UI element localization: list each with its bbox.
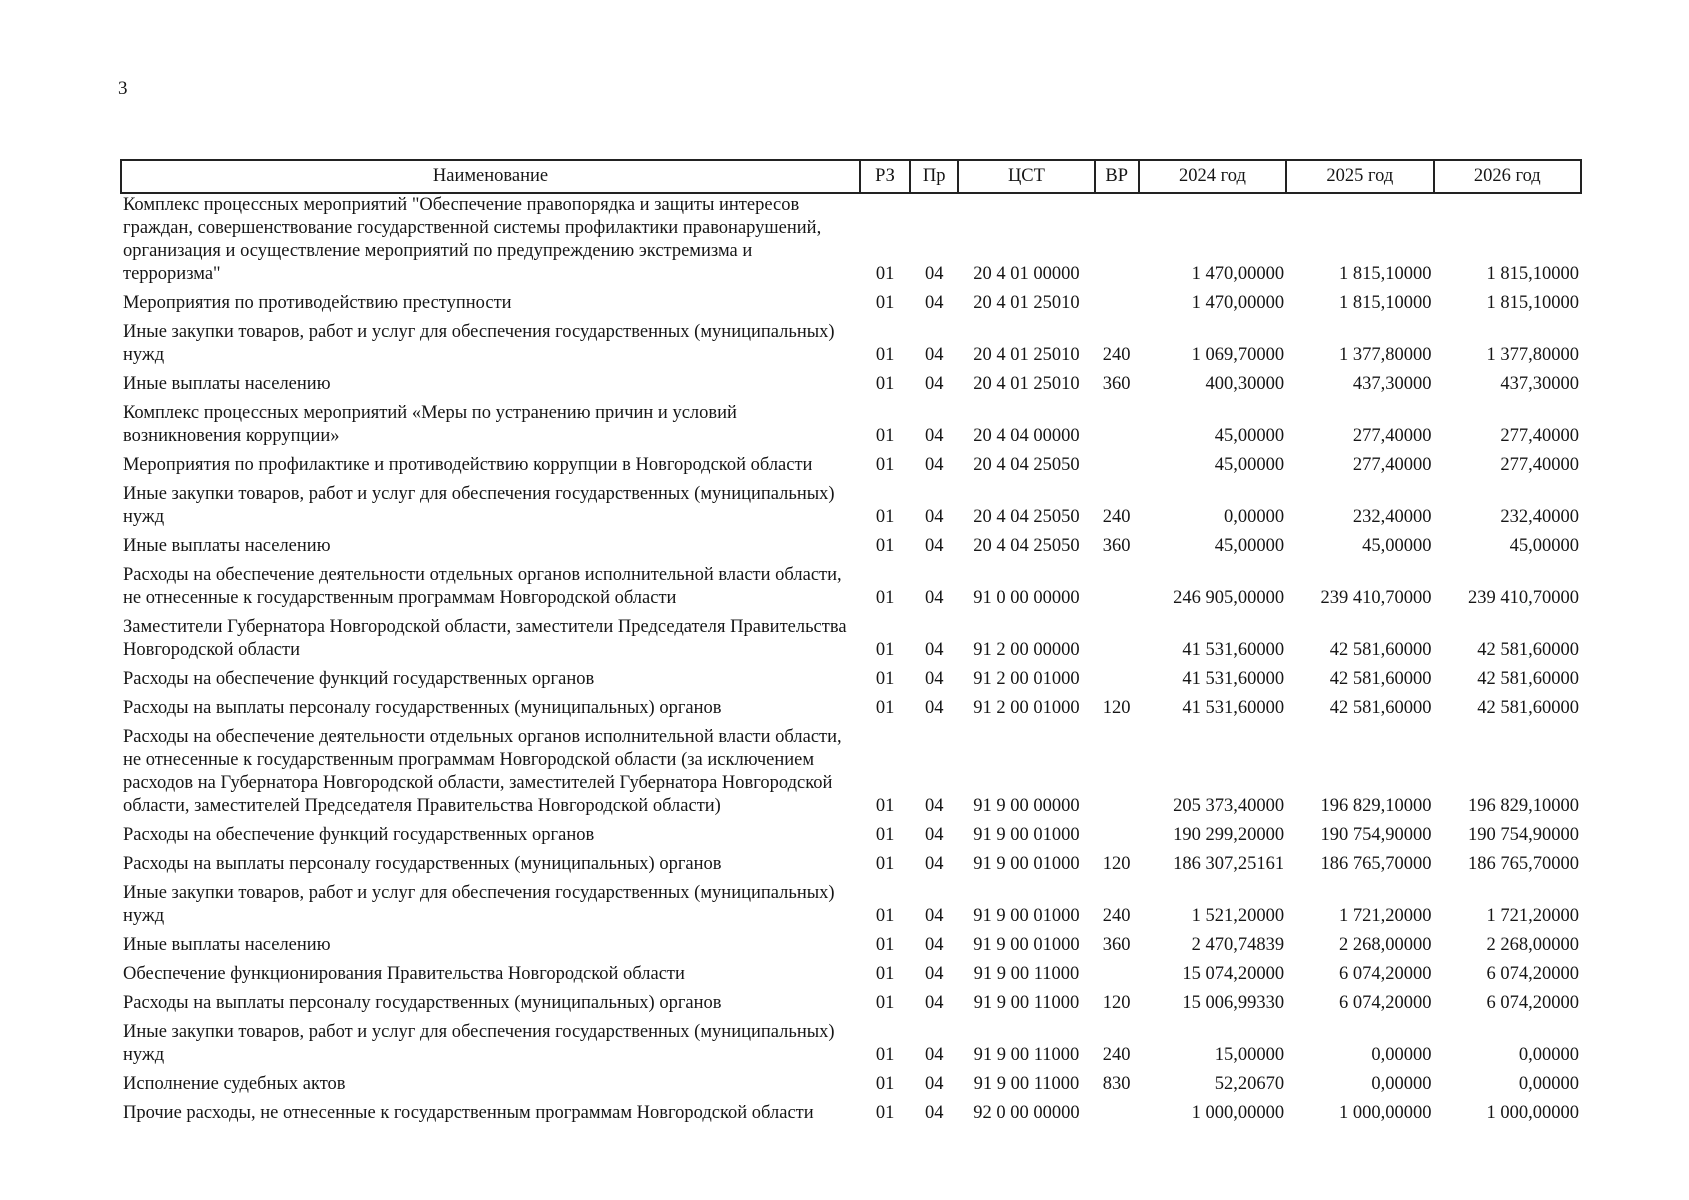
- header-2025: 2025 год: [1286, 160, 1433, 193]
- row-2024: 41 531,60000: [1182, 669, 1285, 689]
- row-2024: 1 470,00000: [1191, 293, 1285, 313]
- row-pr: 04: [924, 796, 944, 816]
- row-rz: 01: [875, 906, 895, 926]
- row-name: Расходы на выплаты персоналу государственных (муниципальных) органов: [123, 698, 722, 718]
- row-rz: 01: [875, 507, 895, 527]
- row-rz: 01: [875, 993, 895, 1013]
- row-2024: 246 905,00000: [1173, 588, 1285, 608]
- row-2026: 0,00000: [1518, 1074, 1579, 1094]
- row-vr: [1095, 824, 1139, 853]
- row-2024: 2 470,74839: [1191, 935, 1285, 955]
- row-cst: 20 4 01 25010: [973, 345, 1080, 365]
- table-row: [121, 726, 1581, 824]
- row-name: Иные закупки товаров, работ и услуг для обеспечения государственных (муниципальных) нужд: [123, 322, 835, 365]
- row-pr: 04: [924, 1045, 944, 1065]
- row-2025: 277,40000: [1352, 455, 1432, 475]
- row-2025: 1 377,80000: [1339, 345, 1432, 365]
- row-cst: 20 4 01 25010: [973, 374, 1080, 394]
- row-rz: 01: [875, 426, 895, 446]
- row-2025: 1 815,10000: [1339, 264, 1432, 284]
- row-name: Комплекс процессных мероприятий «Меры по устранению причин и условий возникновения коррупции»: [123, 403, 737, 446]
- row-vr: 120: [1102, 698, 1131, 718]
- row-cst: 91 0 00 00000: [973, 588, 1080, 608]
- row-pr: 04: [924, 507, 944, 527]
- row-2026: 277,40000: [1500, 455, 1579, 475]
- row-pr: 04: [924, 588, 944, 608]
- row-2026: 1 815,10000: [1486, 293, 1579, 313]
- row-2026: 437,30000: [1500, 374, 1579, 394]
- row-rz: 01: [875, 455, 895, 475]
- row-2026: 42 581,60000: [1477, 640, 1579, 660]
- row-pr: 04: [924, 964, 944, 984]
- table-body: [121, 193, 1581, 1131]
- row-name: Иные закупки товаров, работ и услуг для обеспечения государственных (муниципальных) нужд: [123, 1022, 835, 1065]
- row-2025: 1 721,20000: [1339, 906, 1432, 926]
- row-vr: [1095, 726, 1139, 824]
- row-cst: 91 9 00 01000: [973, 935, 1080, 955]
- header-row: [121, 160, 1581, 193]
- row-cst: 20 4 04 25050: [973, 536, 1080, 556]
- table-row: [121, 963, 1581, 992]
- row-name: Обеспечение функционирования Правительства Новгородской области: [123, 964, 685, 984]
- row-vr: 360: [1102, 374, 1131, 394]
- table-row: [121, 882, 1581, 934]
- row-rz: 01: [875, 1103, 895, 1123]
- row-cst: 20 4 04 25050: [973, 507, 1080, 527]
- header-name: Наименование: [121, 160, 860, 193]
- row-vr: [1095, 402, 1139, 454]
- table-row: [121, 402, 1581, 454]
- table-row: [121, 616, 1581, 668]
- row-2024: 41 531,60000: [1182, 640, 1285, 660]
- row-pr: 04: [924, 455, 944, 475]
- row-2025: 277,40000: [1352, 426, 1432, 446]
- row-cst: 20 4 04 25050: [973, 455, 1080, 475]
- row-2026: 196 829,10000: [1468, 796, 1579, 816]
- row-2026: 6 074,20000: [1486, 964, 1579, 984]
- table-header: [121, 160, 1581, 193]
- row-2024: 45,00000: [1214, 426, 1285, 446]
- table-row: [121, 1021, 1581, 1073]
- row-rz: 01: [875, 345, 895, 365]
- table-row: [121, 992, 1581, 1021]
- row-rz: 01: [875, 698, 895, 718]
- row-2024: 15 074,20000: [1182, 964, 1285, 984]
- row-2025: 2 268,00000: [1339, 935, 1432, 955]
- row-2025: 0,00000: [1371, 1045, 1432, 1065]
- row-rz: 01: [875, 293, 895, 313]
- table-row: [121, 853, 1581, 882]
- row-2025: 6 074,20000: [1339, 993, 1432, 1013]
- table-row: [121, 373, 1581, 402]
- row-pr: 04: [924, 669, 944, 689]
- row-2026: 42 581,60000: [1477, 698, 1579, 718]
- row-rz: 01: [875, 935, 895, 955]
- row-pr: 04: [924, 293, 944, 313]
- row-name: Комплекс процессных мероприятий "Обеспечение правопорядка и защиты интересов граждан, совершенствование государственной системы профилактики правонарушений, организация и осуществление мероприятий по предупреждению экстремизма и терроризма": [123, 195, 822, 284]
- row-pr: 04: [924, 1074, 944, 1094]
- row-cst: 91 2 00 00000: [973, 640, 1080, 660]
- row-cst: 91 9 00 01000: [973, 825, 1080, 845]
- row-pr: 04: [924, 640, 944, 660]
- row-2024: 1 470,00000: [1191, 264, 1285, 284]
- row-cst: 91 9 00 11000: [973, 1045, 1080, 1065]
- row-2024: 41 531,60000: [1182, 698, 1285, 718]
- row-2026: 1 721,20000: [1486, 906, 1579, 926]
- row-cst: 20 4 01 00000: [973, 264, 1080, 284]
- row-name: Прочие расходы, не отнесенные к государственным программам Новгородской области: [123, 1103, 814, 1123]
- row-name: Расходы на обеспечение функций государственных органов: [123, 825, 595, 845]
- row-vr: 830: [1102, 1074, 1131, 1094]
- row-vr: 360: [1102, 536, 1131, 556]
- header-cst: ЦСТ: [958, 160, 1094, 193]
- row-pr: 04: [924, 264, 944, 284]
- row-vr: 120: [1102, 854, 1131, 874]
- row-cst: 91 9 00 01000: [973, 854, 1080, 874]
- row-2025: 42 581,60000: [1329, 698, 1432, 718]
- row-2025: 1 000,00000: [1339, 1103, 1432, 1123]
- row-vr: [1095, 616, 1139, 668]
- row-pr: 04: [924, 345, 944, 365]
- row-2025: 45,00000: [1362, 536, 1432, 556]
- row-name: Расходы на обеспечение функций государственных органов: [123, 669, 595, 689]
- table-row: [121, 292, 1581, 321]
- row-2024: 0,00000: [1224, 507, 1285, 527]
- row-cst: 20 4 01 25010: [973, 293, 1080, 313]
- row-2024: 1 000,00000: [1191, 1103, 1285, 1123]
- row-cst: 92 0 00 00000: [973, 1103, 1080, 1123]
- row-name: Иные выплаты населению: [123, 935, 331, 955]
- table-row: [121, 934, 1581, 963]
- row-2024: 45,00000: [1214, 455, 1285, 475]
- row-pr: 04: [924, 993, 944, 1013]
- row-2024: 205 373,40000: [1173, 796, 1285, 816]
- row-pr: 04: [924, 426, 944, 446]
- header-2026: 2026 год: [1434, 160, 1581, 193]
- row-pr: 04: [924, 1103, 944, 1123]
- row-vr: [1095, 193, 1139, 292]
- row-2024: 186 307,25161: [1173, 854, 1285, 874]
- row-2024: 15,00000: [1214, 1045, 1285, 1065]
- row-2026: 190 754,90000: [1468, 825, 1579, 845]
- row-2025: 190 754,90000: [1320, 825, 1432, 845]
- row-2025: 0,00000: [1371, 1074, 1432, 1094]
- table-row: [121, 564, 1581, 616]
- row-pr: 04: [924, 935, 944, 955]
- row-cst: 20 4 04 00000: [973, 426, 1080, 446]
- page-number: 3: [118, 78, 128, 99]
- row-name: Расходы на обеспечение деятельности отдельных органов исполнительной власти области, не отнесенные к государственным программам Новгородской области: [123, 565, 842, 608]
- row-vr: 240: [1102, 345, 1131, 365]
- row-name: Иные закупки товаров, работ и услуг для обеспечения государственных (муниципальных) нужд: [123, 883, 835, 926]
- row-rz: 01: [875, 1045, 895, 1065]
- table-row: [121, 1073, 1581, 1102]
- row-name: Исполнение судебных актов: [123, 1074, 346, 1094]
- row-rz: 01: [875, 374, 895, 394]
- row-2025: 239 410,70000: [1320, 588, 1432, 608]
- table-row: [121, 1102, 1581, 1131]
- header-rz: РЗ: [860, 160, 910, 193]
- row-rz: 01: [875, 588, 895, 608]
- table-row: [121, 535, 1581, 564]
- row-cst: 91 9 00 01000: [973, 906, 1080, 926]
- header-vr: ВР: [1095, 160, 1139, 193]
- row-cst: 91 9 00 11000: [973, 993, 1080, 1013]
- header-pr: Пр: [910, 160, 958, 193]
- row-cst: 91 2 00 01000: [973, 698, 1080, 718]
- budget-table: [120, 159, 1582, 1131]
- row-2026: 277,40000: [1500, 426, 1579, 446]
- row-name: Расходы на выплаты персоналу государственных (муниципальных) органов: [123, 854, 722, 874]
- row-2026: 1 377,80000: [1486, 345, 1579, 365]
- row-cst: 91 9 00 00000: [973, 796, 1080, 816]
- row-2024: 1 521,20000: [1191, 906, 1285, 926]
- row-2026: 186 765,70000: [1468, 854, 1579, 874]
- row-2026: 42 581,60000: [1477, 669, 1579, 689]
- row-2026: 0,00000: [1518, 1045, 1579, 1065]
- row-vr: [1095, 1102, 1139, 1131]
- row-2025: 1 815,10000: [1339, 293, 1432, 313]
- row-cst: 91 9 00 11000: [973, 964, 1080, 984]
- row-rz: 01: [875, 854, 895, 874]
- row-name: Мероприятия по профилактике и противодействию коррупции в Новгородской области: [123, 455, 813, 475]
- row-rz: 01: [875, 640, 895, 660]
- row-rz: 01: [875, 669, 895, 689]
- row-name: Мероприятия по противодействию преступности: [123, 293, 512, 313]
- table-row: [121, 321, 1581, 373]
- row-2025: 42 581,60000: [1329, 669, 1432, 689]
- row-2026: 6 074,20000: [1486, 993, 1579, 1013]
- row-2024: 1 069,70000: [1191, 345, 1285, 365]
- row-2025: 6 074,20000: [1339, 964, 1432, 984]
- row-vr: 360: [1102, 935, 1131, 955]
- row-name: Расходы на выплаты персоналу государственных (муниципальных) органов: [123, 993, 722, 1013]
- row-name: Расходы на обеспечение деятельности отдельных органов исполнительной власти области, не отнесенные к государственным программам Новгородской области (за исключением расходов на Губернатора Новгородской области, заместителей Губернатора Новгородской области, заместителей Председателя Правительства Новгородской области): [123, 727, 842, 816]
- row-pr: 04: [924, 698, 944, 718]
- row-2026: 232,40000: [1500, 507, 1579, 527]
- row-2025: 232,40000: [1352, 507, 1432, 527]
- row-name: Заместители Губернатора Новгородской области, заместители Председателя Правительства Новгородской области: [123, 617, 847, 660]
- row-name: Иные выплаты населению: [123, 374, 331, 394]
- table-row: [121, 454, 1581, 483]
- row-2025: 437,30000: [1352, 374, 1432, 394]
- table-row: [121, 697, 1581, 726]
- row-rz: 01: [875, 964, 895, 984]
- row-vr: 240: [1102, 507, 1131, 527]
- row-rz: 01: [875, 796, 895, 816]
- table-row: [121, 193, 1581, 292]
- row-2024: 15 006,99330: [1182, 993, 1285, 1013]
- row-vr: 120: [1102, 993, 1131, 1013]
- row-2026: 45,00000: [1509, 536, 1579, 556]
- row-vr: [1095, 292, 1139, 321]
- row-rz: 01: [875, 825, 895, 845]
- row-2024: 52,20670: [1214, 1074, 1285, 1094]
- table-row: [121, 483, 1581, 535]
- row-rz: 01: [875, 1074, 895, 1094]
- row-vr: 240: [1102, 1045, 1131, 1065]
- row-rz: 01: [875, 264, 895, 284]
- table-row: [121, 824, 1581, 853]
- row-cst: 91 2 00 01000: [973, 669, 1080, 689]
- row-2025: 186 765,70000: [1320, 854, 1432, 874]
- row-2026: 1 815,10000: [1486, 264, 1579, 284]
- row-vr: 240: [1102, 906, 1131, 926]
- row-vr: [1095, 668, 1139, 697]
- row-rz: 01: [875, 536, 895, 556]
- row-name: Иные выплаты населению: [123, 536, 331, 556]
- row-2024: 190 299,20000: [1173, 825, 1285, 845]
- row-pr: 04: [924, 825, 944, 845]
- row-2024: 400,30000: [1205, 374, 1285, 394]
- header-2024: 2024 год: [1139, 160, 1286, 193]
- row-2025: 42 581,60000: [1329, 640, 1432, 660]
- row-pr: 04: [924, 854, 944, 874]
- row-2025: 196 829,10000: [1320, 796, 1432, 816]
- row-name: Иные закупки товаров, работ и услуг для обеспечения государственных (муниципальных) нужд: [123, 484, 835, 527]
- row-pr: 04: [924, 374, 944, 394]
- row-2026: 2 268,00000: [1486, 935, 1579, 955]
- row-cst: 91 9 00 11000: [973, 1074, 1080, 1094]
- row-2026: 1 000,00000: [1486, 1103, 1579, 1123]
- row-pr: 04: [924, 906, 944, 926]
- row-vr: [1095, 454, 1139, 483]
- table-row: [121, 668, 1581, 697]
- row-vr: [1095, 564, 1139, 616]
- row-vr: [1095, 963, 1139, 992]
- row-2026: 239 410,70000: [1468, 588, 1579, 608]
- row-pr: 04: [924, 536, 944, 556]
- row-2024: 45,00000: [1214, 536, 1285, 556]
